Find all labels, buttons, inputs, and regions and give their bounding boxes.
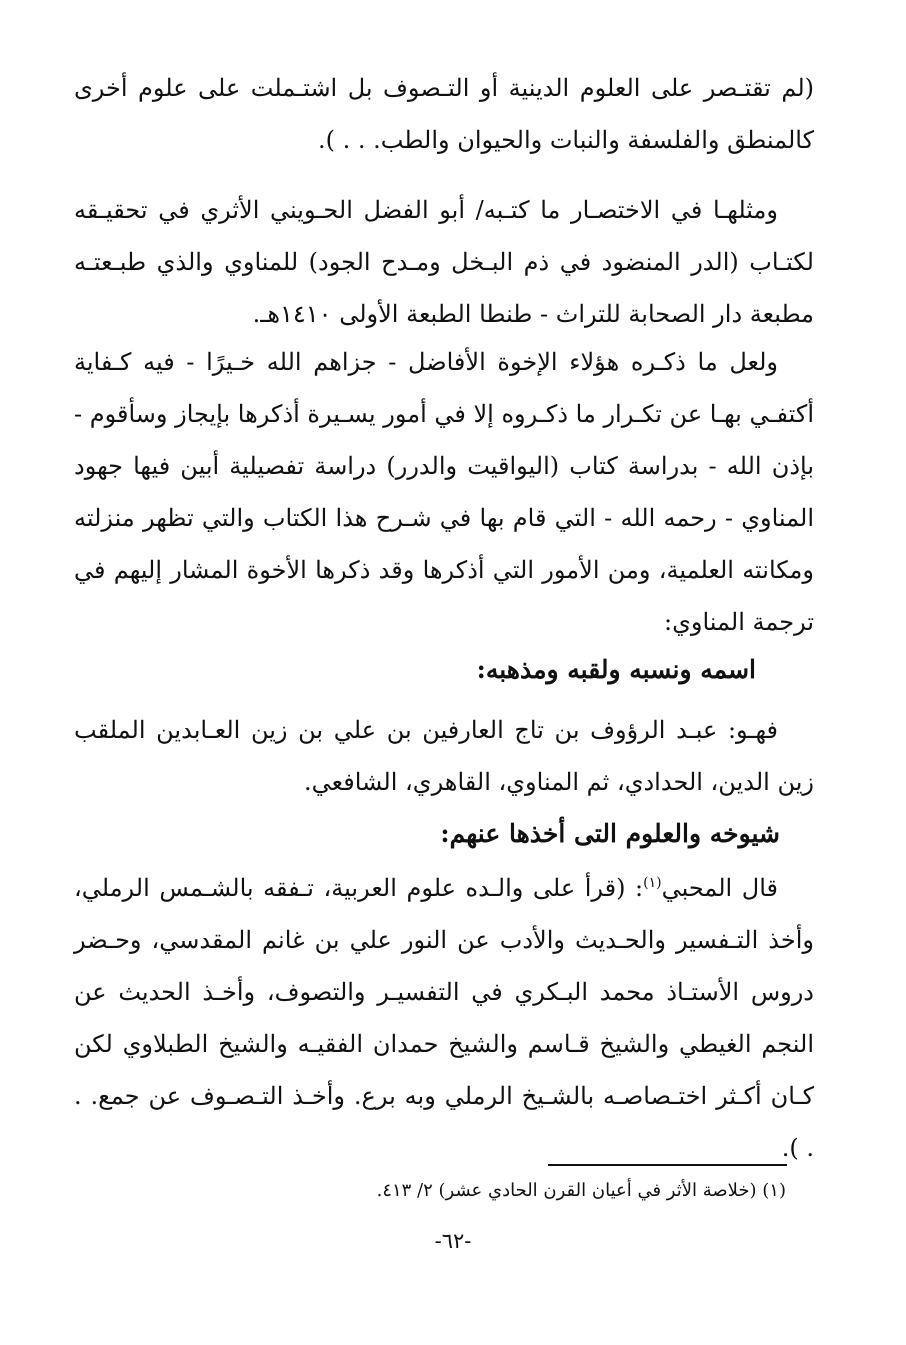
heading-name-lineage: اسمه ونسبه ولقبه ومذهبه:: [476, 655, 756, 684]
paragraph-muhibbi-rest: : (قرأ على والـده علوم العربية، تـفقه بالشـمس الرملي، وأخذ التـفسير والحـديث والأدب عن النور علي بن غانم المقدسي، وحـضر دروس الأستـاذ محمد البـكري في التفسيـر والتصوف، وأخـذ الحديث عن النجم الغيطي والشيخ قـاسم والشيخ حمدان الفقيـه والشيخ الطبلاوي لكن كـان أكـثر اختـصاصـه بالشـيخ الرملي وبه برع. وأخـذ التـصـوف عن جمع. . . ).: [74, 874, 814, 1162]
page-number: -٦٢-: [434, 1229, 472, 1253]
paragraph-brothers: ولعل ما ذكـره هؤلاء الإخوة الأفاضل - جزاهم الله خـيرًا - فيه كـفاية أكتفـي بهـا عن تكـرار ما ذكـروه إلا في أمور يسـيرة أذكرها بإيجاز وسأقوم - بإذن الله - بدراسة كتاب (اليواقيت والدرر) دراسة تفصيلية أبين فيها جهود المناوي - رحمه الله - التي قام بها في شـرح هذا الكتاب والتي تظهر منزلته ومكانته العلمية، ومن الأمور التي أذكرها وقد ذكرها الأخوة المشار إليهم في ترجمة المناوي:: [74, 348, 814, 636]
heading-teachers: شيوخه والعلوم التى أخذها عنهم:: [440, 819, 780, 848]
footnote: (١) (خلاصة الأثر في أعيان القرن الحادي عشر) ٢/ ٤١٣.: [376, 1180, 786, 1201]
footnote-marker: (١): [643, 875, 662, 891]
paragraph-name: فهـو: عبـد الرؤوف بن تاج العارفين بن علي بن زين العـابدين الملقب زين الدين، الحدادي، ثم المناوي، القاهري، الشافعي.: [74, 716, 814, 796]
footnote-separator: [548, 1164, 787, 1166]
paragraph-huwaini: ومثلهـا في الاختصـار ما كتـبه/ أبو الفضل الحـويني الأثري في تحقيـقه لكتـاب (الدر المنضود في ذم البـخل ومـدح الجود) للمناوي والذي طبـعتـه مطبعة دار الصحابة للتراث - طنطا الطبعة الأولى ١٤١٠هـ.: [74, 196, 814, 328]
paragraph-muhibbi-start: قال المحبي: [661, 874, 778, 902]
paragraph-intro-quote: (لم تقتـصر على العلوم الدينية أو التـصوف بل اشتـملت على علوم أخرى كالمنطق والفلسفة والنبات والحيوان والطب. . . ).: [74, 74, 814, 154]
paragraph-muhibbi: [74, 862, 814, 1174]
